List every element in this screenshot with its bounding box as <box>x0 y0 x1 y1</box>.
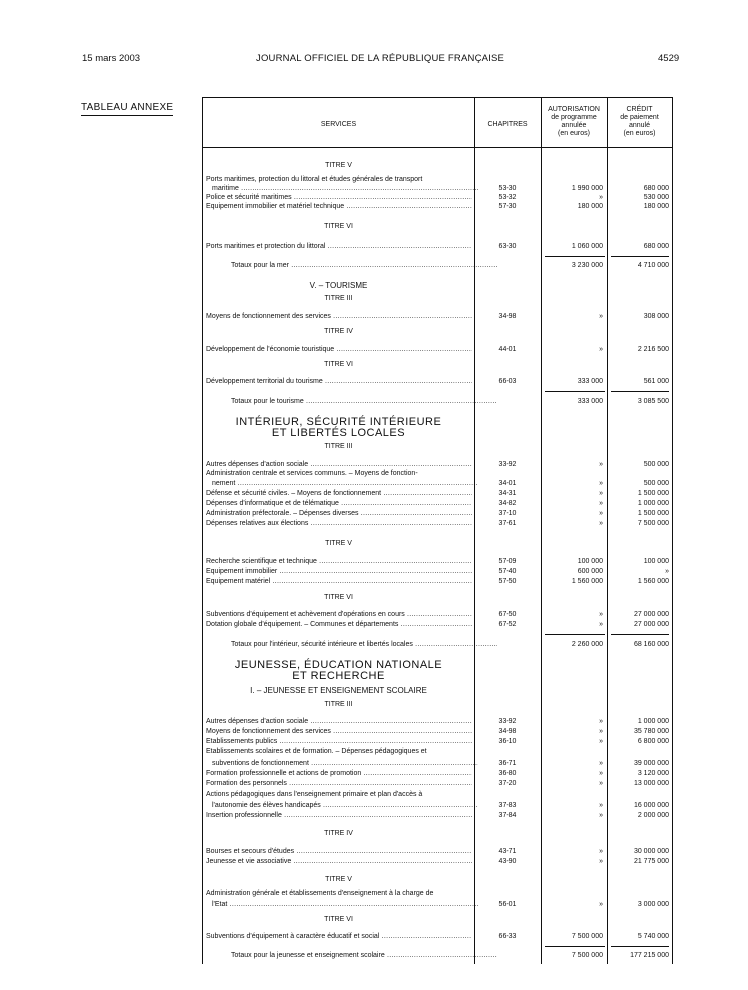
column-divider <box>607 98 608 964</box>
total-rule <box>545 391 605 392</box>
row-label: Recherche scientifique et technique ..... <box>206 557 472 566</box>
autorisation-cell: 7 500 000 <box>571 933 603 940</box>
credit-cell: 530 000 <box>643 194 669 201</box>
title-heading: TITRE VI <box>324 916 353 923</box>
credit-cell: 3 000 000 <box>637 901 669 908</box>
row-label: Equipement matériel ..... <box>206 577 472 586</box>
autorisation-cell: 180 000 <box>577 203 603 210</box>
credit-cell: 16 000 000 <box>633 802 669 809</box>
autorisation-cell: » <box>599 461 603 468</box>
credit-cell: 35 780 000 <box>633 728 669 735</box>
autorisation-cell: 7 500 000 <box>571 952 603 959</box>
chapter-cell: 34-98 <box>498 313 517 320</box>
title-heading: TITRE VI <box>324 594 353 601</box>
column-header-line: AUTORISATION <box>548 106 600 113</box>
credit-cell: 180 000 <box>643 203 669 210</box>
section-heading: ET LIBERTÉS LOCALES <box>271 427 406 439</box>
autorisation-cell: » <box>599 611 603 618</box>
row-label: nement ..... <box>212 479 478 488</box>
row-label: Administration générale et établissements d'enseignement à la charge de <box>206 890 434 897</box>
total-rule <box>611 256 669 257</box>
row-label: Administration centrale et services communs. – Moyens de fonction- <box>206 470 418 477</box>
row-label: Police et sécurité maritimes ..... <box>206 193 472 202</box>
chapter-cell: 63-30 <box>498 243 517 250</box>
column-divider <box>541 98 542 964</box>
credit-cell: 30 000 000 <box>633 848 669 855</box>
chapter-cell: 57-50 <box>498 578 517 585</box>
annex-title: TABLEAU ANNEXE <box>81 102 174 113</box>
column-header-line: de programme <box>551 114 597 121</box>
chapter-cell: 37-84 <box>498 812 517 819</box>
credit-cell: 1 560 000 <box>637 578 669 585</box>
row-label: Administration préfectorale. – Dépenses diverses ..... <box>206 509 472 518</box>
title-heading: TITRE V <box>325 540 352 547</box>
title-heading: TITRE III <box>324 701 353 708</box>
chapter-cell: 34-31 <box>498 490 517 497</box>
credit-cell: 680 000 <box>643 185 669 192</box>
credit-cell: 2 000 000 <box>637 812 669 819</box>
autorisation-cell: 1 990 000 <box>571 185 603 192</box>
autorisation-cell: » <box>599 490 603 497</box>
credit-cell: 13 000 000 <box>633 780 669 787</box>
row-label: Formation professionnelle et actions de promotion ..... <box>206 769 472 778</box>
total-rule <box>611 634 669 635</box>
chapter-cell: 56-01 <box>498 901 517 908</box>
autorisation-cell: » <box>599 194 603 201</box>
autorisation-cell: 333 000 <box>577 398 603 405</box>
chapter-cell: 66-33 <box>498 933 517 940</box>
autorisation-cell: » <box>599 770 603 777</box>
chapter-cell: 37-20 <box>498 780 517 787</box>
autorisation-cell: 600 000 <box>577 568 603 575</box>
credit-cell: 1 000 000 <box>637 500 669 507</box>
row-label: Equipement immobilier ..... <box>206 567 472 576</box>
title-heading: TITRE IV <box>324 328 353 335</box>
chapter-cell: 34-82 <box>498 500 517 507</box>
chapter-cell: 44-01 <box>498 346 517 353</box>
credit-cell: 4 710 000 <box>637 262 669 269</box>
title-heading: TITRE VI <box>324 361 353 368</box>
row-label: Subventions d'équipement à caractère éducatif et social ..... <box>206 932 472 941</box>
column-header-line: annulée <box>561 122 587 129</box>
row-label: Totaux pour l'intérieur, sécurité intérieure et libertés locales ..... <box>231 640 497 649</box>
row-label: Totaux pour la jeunesse et enseignement scolaire ..... <box>231 951 497 960</box>
chapter-cell: 66-03 <box>498 378 517 385</box>
header-date: 15 mars 2003 <box>82 53 141 64</box>
chapter-cell: 33-92 <box>498 461 517 468</box>
chapter-cell: 33-92 <box>498 718 517 725</box>
row-label: Moyens de fonctionnement des services ..... <box>206 312 472 321</box>
credit-cell: 680 000 <box>643 243 669 250</box>
autorisation-cell: » <box>599 480 603 487</box>
section-heading: ET RECHERCHE <box>292 670 385 682</box>
column-header-services: SERVICES <box>320 121 357 128</box>
header-page-number: 4529 <box>658 53 680 64</box>
autorisation-cell: 2 260 000 <box>571 641 603 648</box>
autorisation-cell: » <box>599 760 603 767</box>
autorisation-cell: » <box>599 313 603 320</box>
autorisation-cell: » <box>599 621 603 628</box>
chapter-cell: 67-50 <box>498 611 517 618</box>
title-heading: TITRE VI <box>324 223 353 230</box>
chapter-cell: 67-52 <box>498 621 517 628</box>
column-header-chapitres: CHAPITRES <box>487 121 528 128</box>
chapter-cell: 37-83 <box>498 802 517 809</box>
column-header-line: (en euros) <box>558 130 590 137</box>
credit-cell: 27 000 000 <box>633 621 669 628</box>
credit-cell: 68 160 000 <box>633 641 669 648</box>
column-header-line: (en euros) <box>623 130 656 137</box>
autorisation-cell: » <box>599 802 603 809</box>
row-label: Subventions d'équipement et achèvement d'opérations en cours ..... <box>206 610 472 619</box>
column-header-credit <box>607 106 672 138</box>
chapter-cell: 34-98 <box>498 728 517 735</box>
chapter-cell: 57-30 <box>498 203 517 210</box>
row-label: Actions pédagogiques dans l'enseignement primaire et plan d'accès à <box>206 791 423 798</box>
credit-cell: 561 000 <box>643 378 669 385</box>
row-label: Dépenses d'informatique et de télématique ..... <box>206 499 472 508</box>
row-label: Ports maritimes et protection du littoral ..... <box>206 242 472 251</box>
row-label: l'Etat ..... <box>212 900 478 909</box>
column-header-autorisation <box>541 106 607 138</box>
autorisation-cell: » <box>599 848 603 855</box>
total-rule <box>545 634 605 635</box>
autorisation-cell: » <box>599 858 603 865</box>
title-heading: TITRE III <box>324 443 353 450</box>
chapter-cell: 53-32 <box>498 194 517 201</box>
autorisation-cell: 1 560 000 <box>571 578 603 585</box>
row-label: Développement territorial du tourisme ..... <box>206 377 472 386</box>
autorisation-cell: 1 060 000 <box>571 243 603 250</box>
column-header-line: annulé <box>628 122 651 129</box>
credit-cell: 27 000 000 <box>633 611 669 618</box>
credit-cell: 1 500 000 <box>637 490 669 497</box>
autorisation-cell: 3 230 000 <box>571 262 603 269</box>
chapter-cell: 36-71 <box>498 760 517 767</box>
row-label: Autres dépenses d'action sociale ..... <box>206 717 472 726</box>
chapter-cell: 57-40 <box>498 568 517 575</box>
credit-cell: 308 000 <box>643 313 669 320</box>
subsection-heading: V. – TOURISME <box>309 281 368 290</box>
credit-cell: 1 500 000 <box>637 510 669 517</box>
chapter-cell: 37-10 <box>498 510 517 517</box>
chapter-cell: 57-09 <box>498 558 517 565</box>
subsection-heading: I. – JEUNESSE ET ENSEIGNEMENT SCOLAIRE <box>250 686 427 695</box>
title-heading: TITRE V <box>325 876 352 883</box>
row-label: Moyens de fonctionnement des services ..... <box>206 727 472 736</box>
autorisation-cell: » <box>599 520 603 527</box>
credit-cell: 3 120 000 <box>637 770 669 777</box>
row-label: Etablissements scolaires et de formation. – Dépenses pédagogiques et <box>206 748 427 755</box>
credit-cell: 7 500 000 <box>637 520 669 527</box>
autorisation-cell: » <box>599 510 603 517</box>
credit-cell: 1 000 000 <box>637 718 669 725</box>
row-label: Ports maritimes, protection du littoral et études générales de transport <box>206 176 423 183</box>
section-heading: INTÉRIEUR, SÉCURITÉ INTÉRIEURE <box>235 416 442 428</box>
credit-cell: 39 000 000 <box>633 760 669 767</box>
column-header-line: CRÉDIT <box>626 106 653 113</box>
row-label: Equipement immobilier et matériel technique ..... <box>206 202 472 211</box>
credit-cell: 177 215 000 <box>630 952 669 959</box>
credit-cell: 5 740 000 <box>637 933 669 940</box>
autorisation-cell: » <box>599 500 603 507</box>
column-header-line: de paiement <box>620 114 659 121</box>
credit-cell: 500 000 <box>643 461 669 468</box>
chapter-cell: 37-61 <box>498 520 517 527</box>
column-divider <box>474 98 475 964</box>
annex-underline <box>81 115 173 116</box>
row-label: maritime ..... <box>212 184 478 193</box>
chapter-cell: 34-01 <box>498 480 517 487</box>
row-label: subventions de fonctionnement ..... <box>212 759 478 768</box>
autorisation-cell: » <box>599 728 603 735</box>
autorisation-cell: » <box>599 901 603 908</box>
credit-cell: 2 216 500 <box>637 346 669 353</box>
total-rule <box>545 946 605 947</box>
autorisation-cell: » <box>599 718 603 725</box>
row-label: Bourses et secours d'études ..... <box>206 847 472 856</box>
title-heading: TITRE III <box>324 295 353 302</box>
row-label: Jeunesse et vie associative ..... <box>206 857 472 866</box>
total-rule <box>545 256 605 257</box>
annex-table <box>202 97 673 964</box>
header-rule <box>203 147 672 148</box>
row-label: Développement de l'économie touristique ..... <box>206 345 472 354</box>
credit-cell: 100 000 <box>643 558 669 565</box>
credit-cell: 6 800 000 <box>637 738 669 745</box>
row-label: Insertion professionnelle ..... <box>206 811 472 820</box>
autorisation-cell: » <box>599 346 603 353</box>
row-label: Etablissements publics ..... <box>206 737 472 746</box>
chapter-cell: 43-90 <box>498 858 517 865</box>
row-label: l'autonomie des élèves handicapés ..... <box>212 801 478 810</box>
credit-cell: 21 775 000 <box>633 858 669 865</box>
row-label: Totaux pour la mer ..... <box>231 261 497 270</box>
credit-cell: 500 000 <box>643 480 669 487</box>
row-label: Défense et sécurité civiles. – Moyens de fonctionnement ..... <box>206 489 472 498</box>
section-heading: JEUNESSE, ÉDUCATION NATIONALE <box>234 659 443 671</box>
autorisation-cell: » <box>599 812 603 819</box>
row-label: Totaux pour le tourisme ..... <box>231 397 497 406</box>
autorisation-cell: 100 000 <box>577 558 603 565</box>
row-label: Autres dépenses d'action sociale ..... <box>206 460 472 469</box>
total-rule <box>611 391 669 392</box>
chapter-cell: 36-80 <box>498 770 517 777</box>
row-label: Dotation globale d'équipement. – Communes et départements ..... <box>206 620 472 629</box>
title-heading: TITRE IV <box>324 830 353 837</box>
row-label: Dépenses relatives aux élections ..... <box>206 519 472 528</box>
chapter-cell: 36-10 <box>498 738 517 745</box>
credit-cell: 3 085 500 <box>637 398 669 405</box>
total-rule <box>611 946 669 947</box>
row-label: Formation des personnels ..... <box>206 779 472 788</box>
autorisation-cell: 333 000 <box>577 378 603 385</box>
autorisation-cell: » <box>599 780 603 787</box>
autorisation-cell: » <box>599 738 603 745</box>
chapter-cell: 53-30 <box>498 185 517 192</box>
chapter-cell: 43-71 <box>498 848 517 855</box>
header-journal-title: JOURNAL OFFICIEL DE LA RÉPUBLIQUE FRANÇAISE <box>256 53 505 64</box>
credit-cell: » <box>665 568 669 575</box>
title-heading: TITRE V <box>325 162 352 169</box>
